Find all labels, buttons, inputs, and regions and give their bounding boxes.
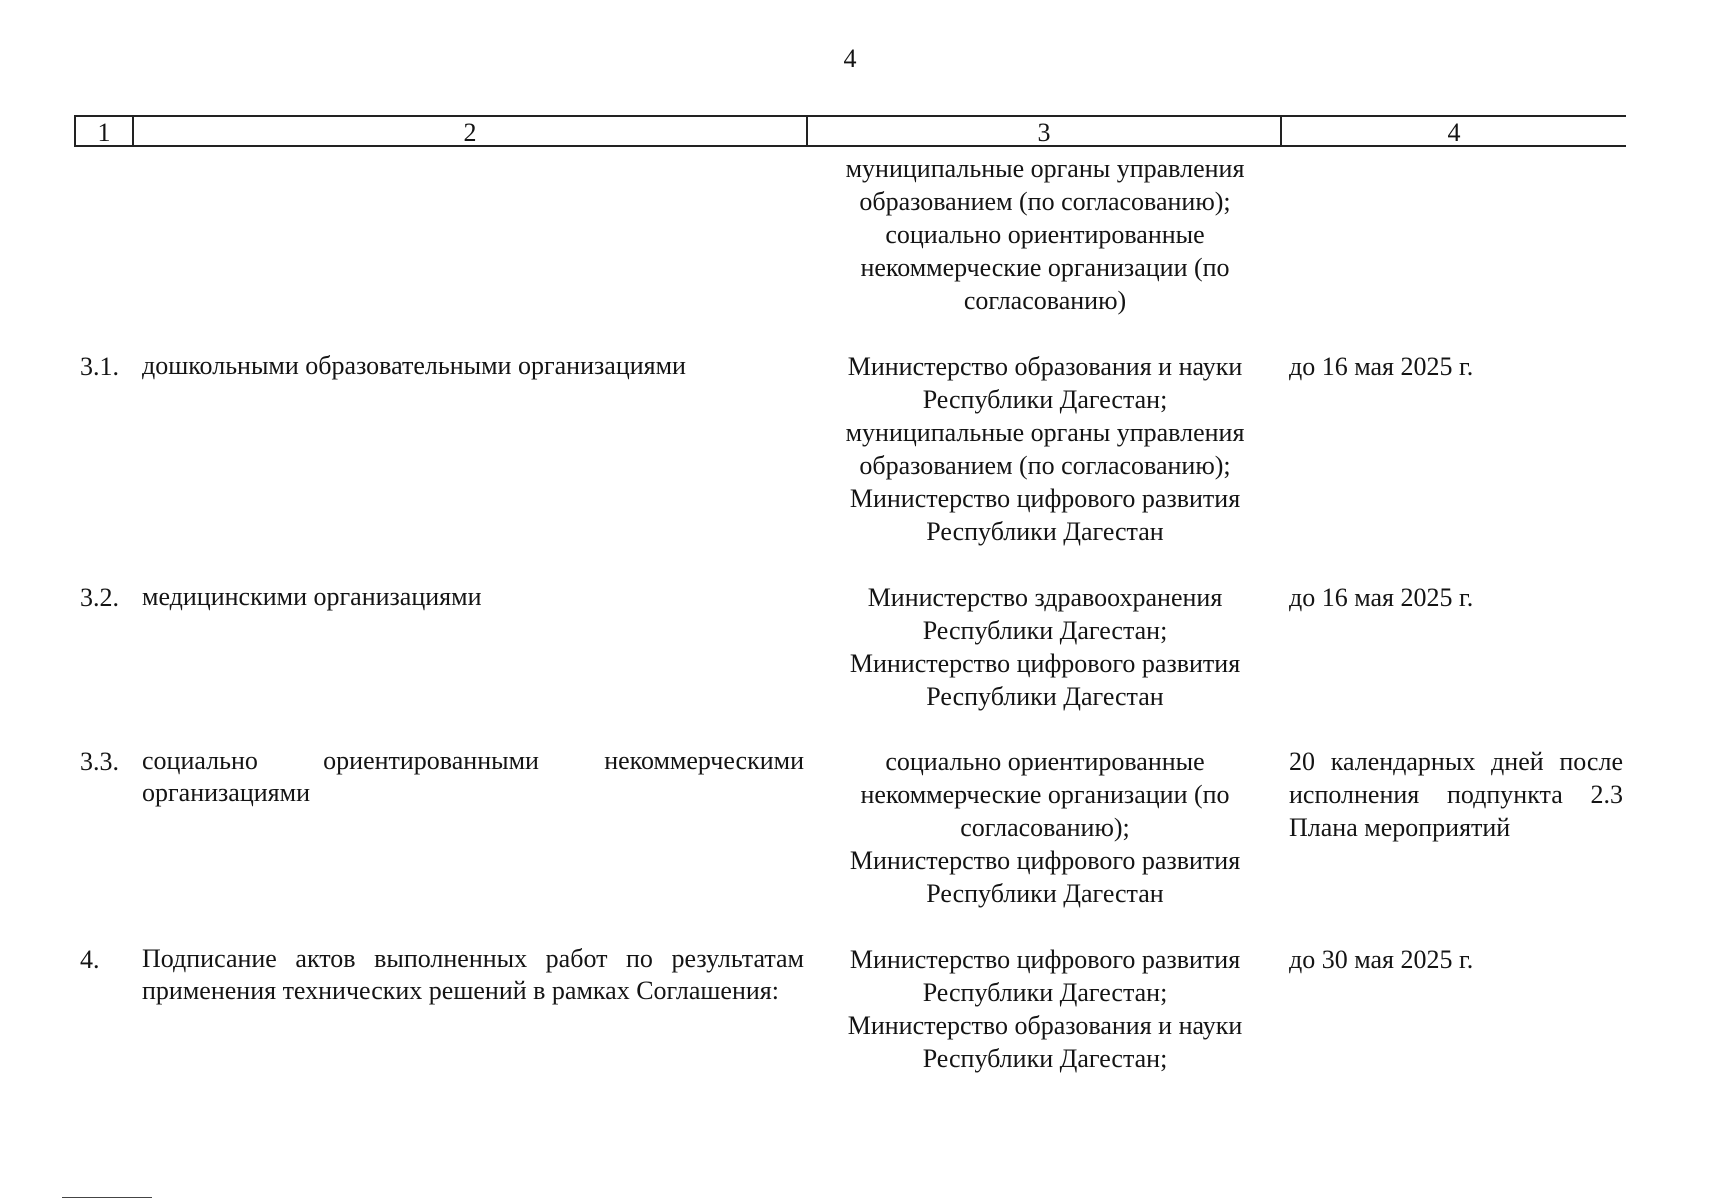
responsible-line: согласованию): [963, 286, 1127, 315]
responsible-line: муниципальные органы управления: [845, 154, 1245, 183]
header-col-4: 4: [1447, 118, 1461, 147]
deadline-cell: до 16 мая 2025 г.: [1289, 583, 1474, 612]
responsible-line: Министерство цифрового развития: [849, 945, 1241, 974]
responsible-line: Министерство цифрового развития: [849, 846, 1241, 875]
responsible-line: Республики Дагестан;: [922, 978, 1168, 1007]
responsible-cell: [808, 350, 1282, 548]
deadline-cell: 20 календарных дней после исполнения подпункта 2.3 Плана мероприятий: [1289, 747, 1623, 842]
responsible-line: Республики Дагестан;: [922, 616, 1168, 645]
responsible-line: муниципальные органы управления: [845, 418, 1245, 447]
table-header: [74, 115, 1626, 147]
item-description: медицинскими организациями: [142, 582, 482, 611]
header-col-2: 2: [134, 117, 808, 147]
responsible-line: Министерство образования и науки: [847, 1011, 1243, 1040]
item-number: 3.3.: [80, 747, 119, 776]
responsible-line: образованием (по согласованию);: [859, 451, 1231, 480]
responsible-line: некоммерческие организации (по: [860, 253, 1230, 282]
deadline-cell: до 30 мая 2025 г.: [1289, 945, 1474, 974]
item-description: Подписание актов выполненных работ по результатам применения технических решений в рамках Соглашения:: [142, 944, 804, 1005]
responsible-line: Республики Дагестан: [926, 682, 1164, 711]
responsible-line: Министерство цифрового развития: [849, 649, 1241, 678]
header-col-3: 3: [808, 117, 1282, 147]
item-number: 3.2.: [80, 583, 119, 612]
item-description: дошкольными образовательными организациями: [142, 351, 686, 380]
item-description: социально ориентированными некоммерческими организациями: [142, 746, 804, 807]
responsible-line: некоммерческие организации (по: [860, 780, 1230, 809]
responsible-line: Республики Дагестан: [926, 517, 1164, 546]
responsible-line: Министерство здравоохранения: [867, 583, 1223, 612]
responsible-line: Республики Дагестан: [926, 879, 1164, 908]
page-number: 4: [843, 44, 857, 73]
item-number: 4.: [80, 945, 100, 974]
header-col-1: 1: [74, 117, 134, 147]
item-number: 3.1.: [80, 352, 119, 381]
deadline-cell: до 16 мая 2025 г.: [1289, 352, 1474, 381]
responsible-line: согласованию);: [960, 813, 1130, 842]
responsible-line: социально ориентированные: [885, 747, 1205, 776]
responsible-line: образованием (по согласованию);: [859, 187, 1231, 216]
responsible-line: Республики Дагестан;: [922, 385, 1168, 414]
responsible-cell: [808, 943, 1282, 1075]
responsible-line: Республики Дагестан;: [922, 1044, 1168, 1073]
responsible-line: социально ориентированные: [885, 220, 1205, 249]
footnote-rule: [62, 1197, 152, 1198]
responsible-cell: [808, 152, 1282, 317]
responsible-line: Министерство цифрового развития: [849, 484, 1241, 513]
responsible-cell: [808, 745, 1282, 910]
responsible-line: Министерство образования и науки: [847, 352, 1243, 381]
responsible-cell: [808, 581, 1282, 713]
